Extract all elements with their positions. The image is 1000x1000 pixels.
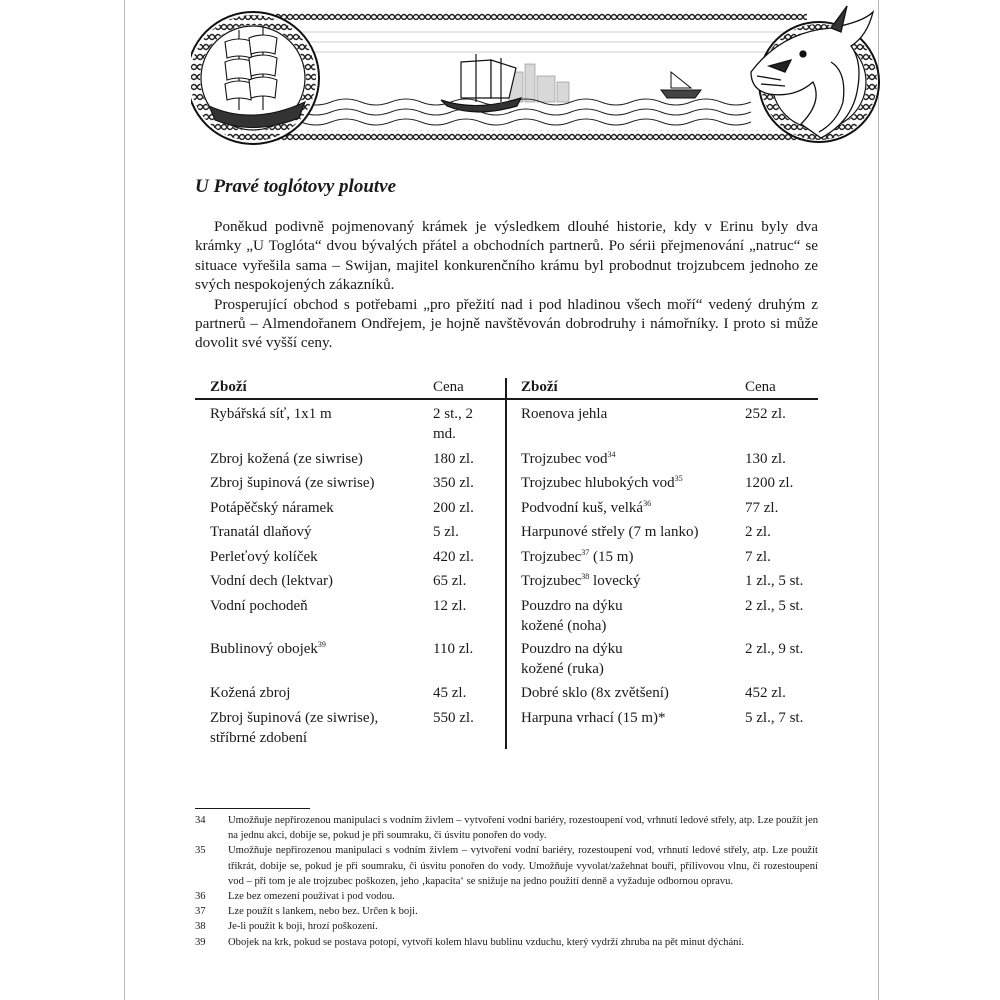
- item-name: [521, 449, 736, 469]
- footnote-number: 34: [195, 815, 206, 826]
- footnote-number: 35: [195, 845, 206, 857]
- footnote-number: 37: [195, 906, 206, 918]
- item-name: Pouzdro na dýku kožené (noha): [521, 598, 623, 634]
- price-table: [195, 378, 818, 750]
- footnote-text: Obojek na krk, pokud se postava potopí, vytvoří kolem hlavu bublinu vzduchu, který vydrží zhruba na pět minut dýchání.: [228, 936, 745, 948]
- footnote-ref: 35: [674, 474, 683, 483]
- header-price: Cena: [433, 379, 464, 395]
- item-name-text: Trojzubec vod: [521, 451, 608, 467]
- price-table-left: [195, 378, 506, 746]
- item-name: Vodní pochodeň: [210, 598, 308, 614]
- item-price: 1 zl., 5 st.: [745, 573, 804, 589]
- item-price: 110 zl.: [433, 641, 474, 657]
- item-price: 2 st., 2 md.: [433, 406, 474, 442]
- item-price: 45 zl.: [433, 685, 467, 701]
- item-name-text: Podvodní kuš, velká: [521, 500, 644, 516]
- item-name: [521, 473, 736, 493]
- footnote-ref: 39: [317, 640, 326, 649]
- item-name: Zbroj šupinová (ze siwrise), stříbrné zdobení: [210, 710, 379, 746]
- item-name: Tranatál dlaňový: [210, 524, 312, 540]
- item-name-text: Bublinový obojek: [210, 641, 318, 657]
- header-price: Cena: [745, 379, 776, 395]
- table-header: [195, 378, 506, 400]
- item-price: 350 zl.: [433, 475, 474, 491]
- footnote-ref: 38: [581, 572, 590, 581]
- decorative-banner: [191, 2, 881, 154]
- item-price: 2 zl., 9 st.: [745, 641, 804, 657]
- page-title: U Pravé toglótovy ploutve: [195, 176, 397, 197]
- item-name: [521, 547, 736, 567]
- intro-text: [195, 217, 818, 353]
- footnote-ref: 34: [607, 450, 616, 459]
- item-name: Pouzdro na dýku kožené (ruka): [521, 641, 623, 677]
- item-name-text: Trojzubec: [521, 573, 582, 589]
- braid-border-top: [267, 12, 807, 20]
- footnote-text: Je-li použit k boji, hrozí poškození.: [228, 921, 378, 933]
- sea-scene: [267, 16, 807, 128]
- footnotes: [195, 813, 818, 950]
- item-name: [521, 571, 736, 591]
- item-name: Potápěčský náramek: [210, 500, 334, 516]
- item-price: 2 zl., 5 st.: [745, 598, 804, 614]
- footnote: [195, 889, 818, 904]
- item-name: Rybářská síť, 1x1 m: [210, 406, 332, 422]
- item-price: 5 zl., 7 st.: [745, 710, 804, 726]
- item-name-text: Trojzubec: [521, 549, 582, 565]
- footnote-ref: 37: [581, 548, 590, 557]
- item-price: 180 zl.: [433, 451, 474, 467]
- footnote-ref: 36: [643, 499, 652, 508]
- footnote-number: 39: [195, 936, 206, 948]
- item-name: Zbroj šupinová (ze siwrise): [210, 475, 375, 491]
- footnote: [195, 904, 818, 919]
- item-name: Zbroj kožená (ze siwrise): [210, 451, 363, 467]
- footnote-text: Lze bez omezení používat i pod vodou.: [228, 891, 395, 903]
- item-price: 200 zl.: [433, 500, 474, 516]
- item-name-suffix: (15 m): [589, 549, 634, 565]
- item-price: 550 zl.: [433, 710, 474, 726]
- item-price: 130 zl.: [745, 451, 786, 467]
- item-price: 77 zl.: [745, 500, 779, 516]
- footnote-rule: [195, 808, 310, 809]
- header-item: Zboží: [210, 379, 247, 395]
- item-name: [210, 639, 420, 659]
- document-page: [124, 0, 879, 1000]
- column-divider: [505, 378, 507, 749]
- item-name: Roenova jehla: [521, 406, 608, 422]
- table-header: [506, 378, 818, 400]
- item-price: 12 zl.: [433, 598, 467, 614]
- item-price: 420 zl.: [433, 549, 474, 565]
- item-name: Kožená zbroj: [210, 685, 291, 701]
- item-name: Harpunové střely (7 m lanko): [521, 524, 699, 540]
- footnote: [195, 919, 818, 934]
- item-price: 452 zl.: [745, 685, 786, 701]
- ship-medallion: [191, 12, 319, 144]
- item-name: Perleťový kolíček: [210, 549, 318, 565]
- price-table-right: [506, 378, 818, 726]
- item-price: 1200 zl.: [745, 475, 794, 491]
- item-name: [521, 498, 736, 518]
- item-price: 5 zl.: [433, 524, 459, 540]
- footnote: [195, 813, 818, 843]
- item-price: 252 zl.: [745, 406, 786, 422]
- item-price: 2 zl.: [745, 524, 771, 540]
- item-price: 65 zl.: [433, 573, 467, 589]
- footnote-text: Lze použít s lankem, nebo bez. Určen k boji.: [228, 906, 418, 918]
- header-item: Zboží: [521, 379, 558, 395]
- footnote-text: Umožňuje nepřirozenou manipulaci s vodním živlem – vytvoření vodní bariéry, rozestoupení vod, vrhnutí ledové střely, atp. Lze použít jen na jednu akci, dobije se, pokud je při soumraku, či úsvitu ponořen do vody.: [228, 815, 818, 842]
- item-name-suffix: lovecký: [589, 573, 641, 589]
- intro-paragraph: Prosperující obchod s potřebami „pro přežití nad i pod hladinou všech moří“ vedený druhým z partnerů – Almendořanem Ondřejem, je hojně navštěvován dobrodruhy i námořníky. I proto si může dovolit své vyšší ceny.: [195, 295, 818, 352]
- item-name-text: Trojzubec hlubokých vod: [521, 475, 675, 491]
- footnote: [195, 935, 818, 950]
- footnote: [195, 843, 818, 889]
- footnote-number: 36: [195, 891, 206, 903]
- item-name: Dobré sklo (8x zvětšení): [521, 685, 669, 701]
- item-name: Vodní dech (lektvar): [210, 573, 334, 589]
- banner-illustration: [191, 2, 881, 154]
- item-name: Harpuna vrhací (15 m)*: [521, 710, 666, 726]
- footnote-number: 38: [195, 921, 206, 933]
- braid-border: [267, 130, 807, 142]
- item-price: 7 zl.: [745, 549, 771, 565]
- footnote-text: Umožňuje nepřirozenou manipulaci s vodním živlem – vytvoření vodní bariéry, rozestoupení vod, vrhnutí ledové střely, atp. Lze použít třikrát, dobije se, pokud je při soumraku, či úsvitu ponořen do vody. Umožňuje vyvolat/zažehnat bouři, přílivovou vlnu, či rozestoupení vod – při tom je ale trojzubec poškozen, jeho ‚kapacita‘ se snižuje na jedno použití denně a vyžaduje odbornou opravu.: [228, 845, 818, 887]
- intro-paragraph: Poněkud podivně pojmenovaný krámek je výsledkem dlouhé historie, kdy v Erinu byly dva krámky „U Toglóta“ dvou bývalých přátel a obchodních partnerů. Po sérii přejmenování „natruc“ se situace vyřešila sama – Swijan, majitel konkurenčního krámu byl probodnut trojzubcem jednoho ze svých nespokojených zákazníků.: [195, 218, 818, 294]
